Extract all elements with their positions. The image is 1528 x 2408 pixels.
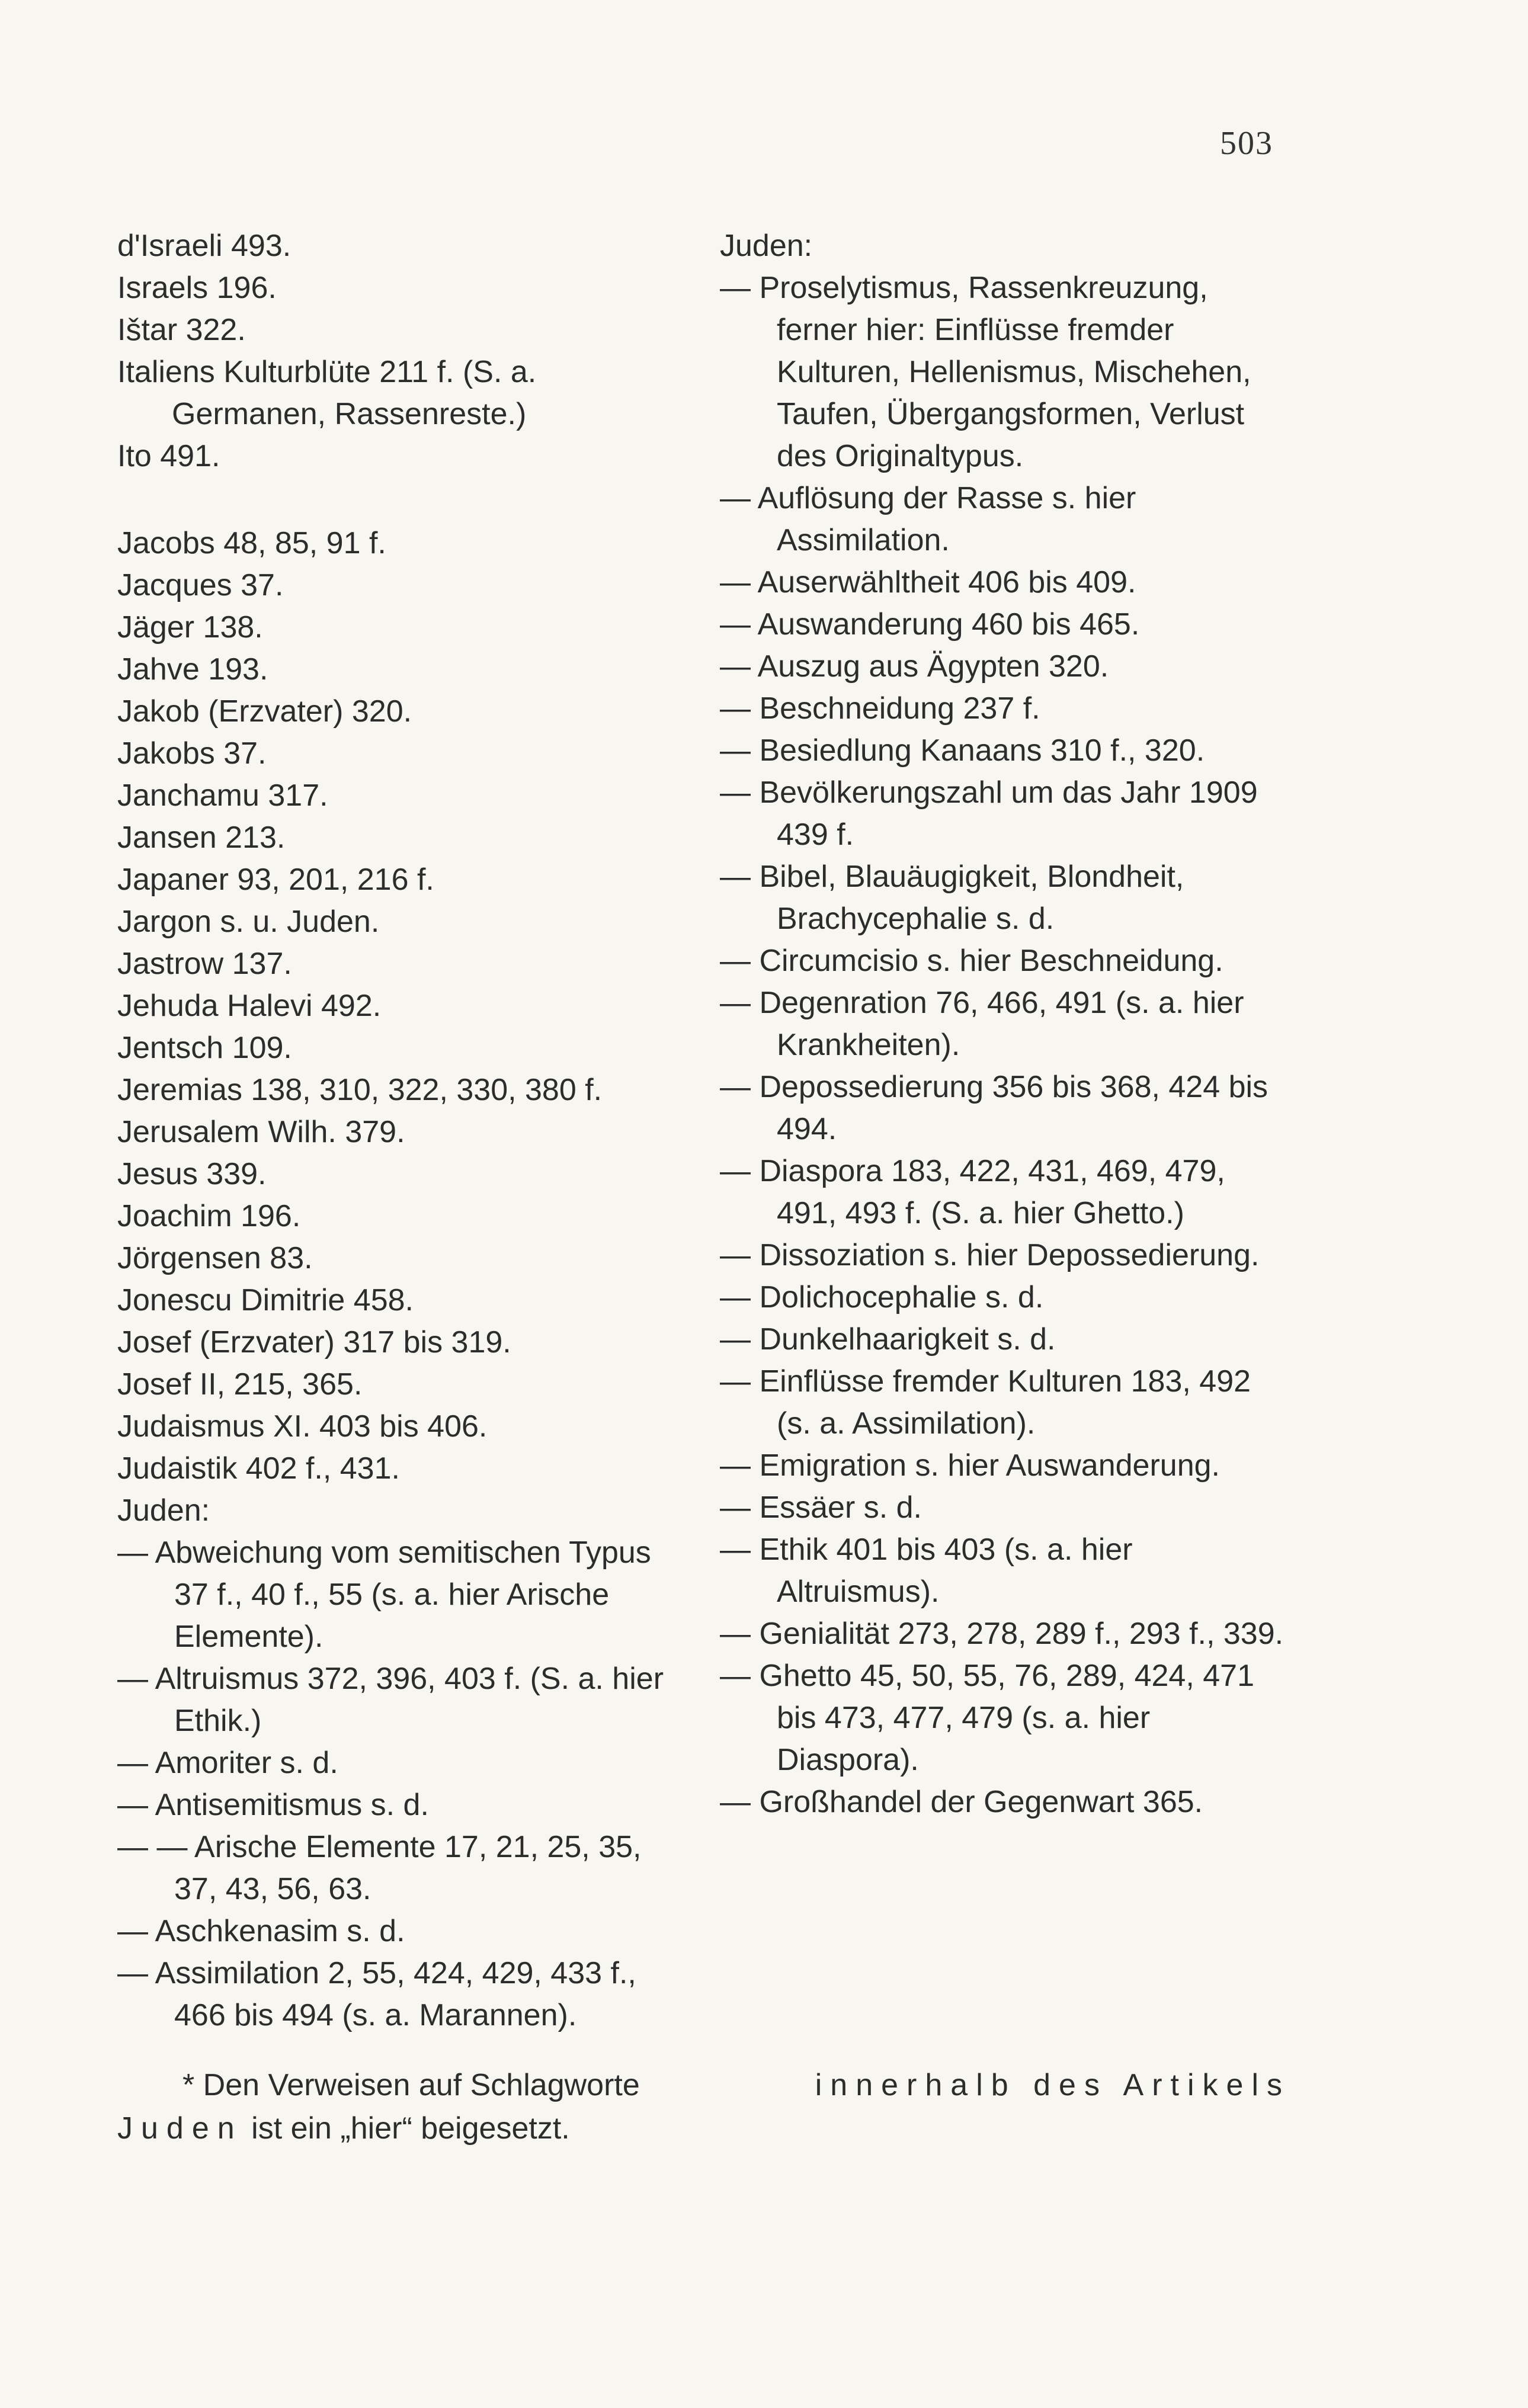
index-entry: Jentsch 109. [117, 1031, 292, 1065]
index-entry: Jastrow 137. [117, 947, 292, 981]
index-subentry: — Dolichocephalie s. d. [720, 1280, 1044, 1314]
index-entry: Ištar 322. [117, 313, 246, 347]
footnote-line-2 [117, 2107, 1290, 2150]
index-entry: Jeremias 138, 310, 322, 330, 380 f. [117, 1073, 603, 1107]
index-subentry: — Ethik 401 bis 403 (s. a. hier Altruismus). [720, 1532, 1133, 1609]
index-subentry: — Assimilation 2, 55, 424, 429, 433 f., 466 bis 494 (s. a. Marannen). [117, 1956, 636, 2032]
index-entry: Jörgensen 83. [117, 1241, 313, 1275]
index-entry: Jonescu Dimitrie 458. [117, 1283, 414, 1317]
index-entry: Janchamu 317. [117, 778, 328, 813]
index-entry: Juden: [720, 229, 813, 263]
index-subentry: — Auflösung der Rasse s. hier Assimilation. [720, 481, 1136, 557]
index-entry: Jahve 193. [117, 652, 268, 687]
index-subentry: — Besiedlung Kanaans 310 f., 320. [720, 733, 1205, 768]
index-subentry: — Altruismus 372, 396, 403 f. (S. a. hier Ethik.) [117, 1662, 664, 1738]
index-subentry: — Dissoziation s. hier Depossedierung. [720, 1238, 1260, 1272]
index-subentry: — Aschkenasim s. d. [117, 1914, 405, 1948]
index-entry: Jacobs 48, 85, 91 f. [117, 526, 386, 560]
index-subentry: — Beschneidung 237 f. [720, 691, 1040, 726]
index-entry: Jacques 37. [117, 568, 284, 602]
index-subentry: — Dunkelhaarigkeit s. d. [720, 1322, 1056, 1357]
index-entry: Joachim 196. [117, 1199, 301, 1233]
index-entry: d'Israeli 493. [117, 229, 291, 263]
index-subentry: — Ghetto 45, 50, 55, 76, 289, 424, 471 bis 473, 477, 479 (s. a. hier Diaspora). [720, 1659, 1255, 1777]
index-entry: Japaner 93, 201, 216 f. [117, 862, 434, 897]
index-entry: Jesus 339. [117, 1157, 267, 1191]
index-entry: Jakob (Erzvater) 320. [117, 694, 412, 729]
index-subentry: — Diaspora 183, 422, 431, 469, 479, 491, 493 f. (S. a. hier Ghetto.) [720, 1154, 1225, 1230]
index-subentry: — Einflüsse fremder Kulturen 183, 492 (s. a. Assimilation). [720, 1364, 1251, 1441]
index-subentry: — Emigration s. hier Auswanderung. [720, 1448, 1220, 1483]
index-subentry: — Bibel, Blauäugigkeit, Blondheit, Brachycephalie s. d. [720, 860, 1184, 936]
index-subentry: — Degenration 76, 466, 491 (s. a. hier Krankheiten). [720, 986, 1244, 1062]
index-entry: Jehuda Halevi 492. [117, 989, 382, 1023]
index-entry: Jerusalem Wilh. 379. [117, 1115, 405, 1149]
index-subentry: — Antisemitismus s. d. [117, 1788, 429, 1822]
index-entry: Judaistik 402 f., 431. [117, 1451, 400, 1486]
index-entry: Jargon s. u. Juden. [117, 905, 380, 939]
index-entry: Jansen 213. [117, 820, 286, 855]
index-entry: Josef (Erzvater) 317 bis 319. [117, 1325, 511, 1359]
index-entry: Judaismus XI. 403 bis 406. [117, 1409, 488, 1444]
index-column-right [720, 225, 1286, 1823]
footnote-line-1 [117, 2064, 1290, 2107]
index-entry: Josef II, 215, 365. [117, 1367, 363, 1402]
index-subentry: — — Arische Elemente 17, 21, 25, 35, 37, 43, 56, 63. [117, 1830, 642, 1906]
index-subentry: — Großhandel der Gegenwart 365. [720, 1785, 1203, 1819]
footnote [117, 2064, 1290, 2150]
index-subentry: — Amoriter s. d. [117, 1746, 338, 1780]
index-entry: Jäger 138. [117, 610, 263, 645]
index-entry: Jakobs 37. [117, 736, 267, 771]
index-subentry: — Depossedierung 356 bis 368, 424 bis 494. [720, 1070, 1268, 1146]
index-entry: Israels 196. [117, 271, 277, 305]
index-subentry: — Proselytismus, Rassenkreuzung, ferner hier: Einflüsse fremder Kulturen, Hellenismus, Mischehen, Taufen, Übergangsformen, Verlust des Originaltypus. [720, 271, 1251, 473]
index-subentry: — Auszug aus Ägypten 320. [720, 649, 1109, 684]
footnote-text-1: * Den Verweisen auf Schlagworte [182, 2068, 640, 2102]
index-gap [117, 477, 686, 522]
footnote-text-4: ist ein „hier“ beigesetzt. [251, 2111, 570, 2146]
index-subentry: — Genialität 273, 278, 289 f., 293 f., 339. [720, 1617, 1284, 1651]
footnote-text-3: Juden [117, 2111, 243, 2146]
index-subentry: — Auswanderung 460 bis 465. [720, 607, 1140, 642]
index-subentry: — Bevölkerungszahl um das Jahr 1909 439 f. [720, 775, 1258, 852]
index-column-left [117, 225, 686, 2037]
index-subentry: — Essäer s. d. [720, 1490, 922, 1525]
index-entry: Juden: [117, 1493, 210, 1528]
index-entry: Ito 491. [117, 439, 220, 473]
footnote-text-2: innerhalb des Artikels [815, 2068, 1290, 2102]
index-subentry: — Abweichung vom semitischen Typus 37 f., 40 f., 55 (s. a. hier Arische Elemente). [117, 1535, 651, 1654]
index-subentry: — Circumcisio s. hier Beschneidung. [720, 944, 1223, 978]
index-entry: Italiens Kulturblüte 211 f. (S. a. Germanen, Rassenreste.) [117, 355, 537, 431]
index-subentry: — Auserwähltheit 406 bis 409. [720, 565, 1136, 599]
page-number: 503 [1220, 125, 1273, 162]
